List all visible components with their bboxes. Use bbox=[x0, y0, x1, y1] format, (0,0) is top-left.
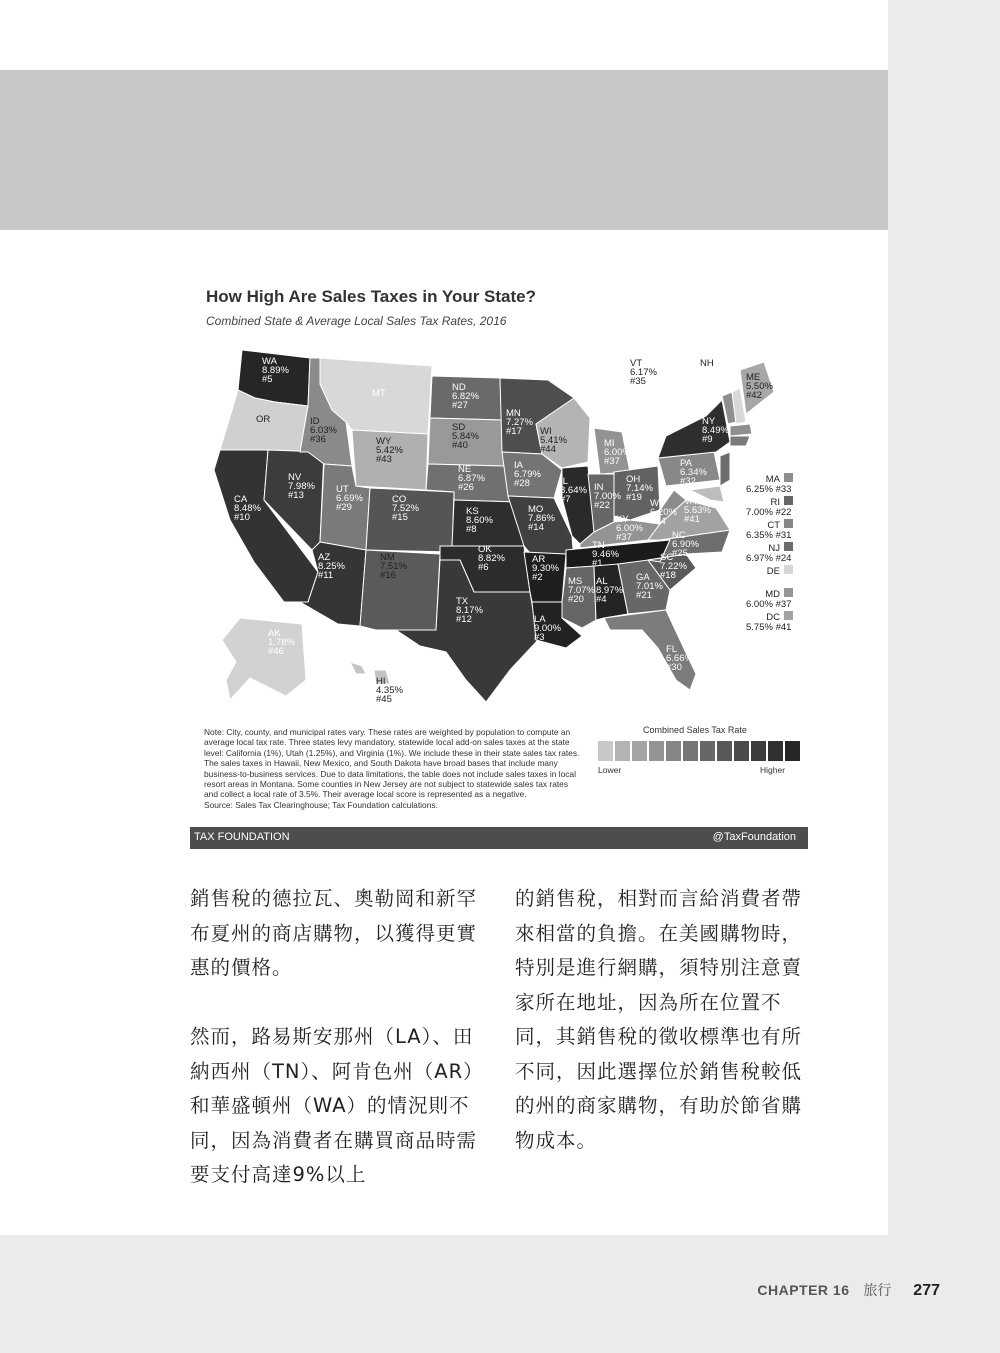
scale-high-label: Higher bbox=[760, 765, 786, 775]
scale-swatch bbox=[700, 741, 715, 761]
state-label-vt: VT 6.17% #35 bbox=[630, 358, 657, 387]
state-label-sc: SC 7.22% #18 bbox=[660, 552, 687, 581]
state-label-la: LA 9.00% #3 bbox=[534, 614, 561, 643]
state-label-wa: WA 8.89% #5 bbox=[262, 356, 289, 385]
state-label-nc: NC 6.90% #25 bbox=[672, 530, 699, 559]
state-label-id: ID 6.03% #36 bbox=[310, 416, 337, 445]
state-label-ok: OK 8.82% #6 bbox=[478, 544, 505, 573]
state-CO bbox=[366, 488, 454, 552]
state-label-ks: KS 8.60% #8 bbox=[466, 506, 493, 535]
legend-swatch-de bbox=[784, 565, 793, 574]
legend-value-ri: 7.00% #22 bbox=[746, 507, 792, 518]
state-MA bbox=[730, 424, 752, 436]
state-label-ga: GA 7.01% #21 bbox=[636, 572, 663, 601]
scale-swatch bbox=[632, 741, 647, 761]
state-label-az: AZ 8.25% #11 bbox=[318, 552, 345, 581]
state-label-hi: HI 4.35% #45 bbox=[376, 676, 403, 705]
state-label-me: ME 5.50% #42 bbox=[746, 372, 773, 401]
scale-swatch bbox=[751, 741, 766, 761]
scale-swatch bbox=[666, 741, 681, 761]
header-band bbox=[0, 70, 888, 230]
state-label-nh: NH bbox=[700, 358, 714, 369]
state-label-fl: FL 6.66% #30 bbox=[666, 644, 693, 673]
note-text: Note: City, county, and municipal rates vary. These rates are weighted by population to compute an average local tax rate. Three states levy mandatory, statewide local add-on sales taxes at the state level: California (1%), Utah (1.25%), and Virginia (1%). We include these in their state sales tax rates. The sales taxes in Hawaii, New Mexico, and South Dakota have broad bases that include many business-to-business services. Due to data limitations, the table does not include sales taxes in local resort areas in Montana. Some counties in New Jersey are not subject to statewide sales tax rates and collect a local rate of 3.5%. Their average local score is represented as a negative. bbox=[204, 727, 580, 800]
state-CT-RI bbox=[730, 436, 750, 446]
legend-value-dc: 5.75% #41 bbox=[746, 622, 792, 633]
state-label-in: IN 7.00% #22 bbox=[594, 482, 621, 511]
state-label-co: CO 7.52% #15 bbox=[392, 494, 419, 523]
state-label-il: IL 8.64% #7 bbox=[560, 476, 587, 505]
state-FL bbox=[604, 610, 696, 690]
page-number: 277 bbox=[913, 1282, 940, 1299]
color-scale bbox=[598, 741, 800, 761]
body-column-right bbox=[515, 882, 813, 1193]
legend-state-md: MD bbox=[765, 589, 780, 600]
state-label-mt: MT bbox=[372, 388, 386, 399]
legend-value-md: 6.00% #37 bbox=[746, 599, 792, 610]
legend-value-nj: 6.97% #24 bbox=[746, 553, 792, 564]
chapter-label: CHAPTER 16 bbox=[757, 1282, 850, 1298]
body-paragraph: 的銷售稅，相對而言給消費者帶來相當的負擔。在美國購物時，特別是進行網購，須特別注意賣家所在地址，因為所在位置不同，其銷售稅的徵收標準也有所不同，因此選擇位於銷售稅較低的州的商家購物，有助於節省購物成本。 bbox=[515, 887, 803, 1152]
state-label-wv: WV 6.20% #34 bbox=[650, 498, 677, 527]
state-label-ar: AR 9.30% #2 bbox=[532, 554, 559, 583]
state-label-ut: UT 6.69% #29 bbox=[336, 484, 363, 513]
state-label-nv: NV 7.98% #13 bbox=[288, 472, 315, 501]
footer-brand: TAX FOUNDATION bbox=[194, 831, 290, 843]
state-label-ne: NE 6.87% #26 bbox=[458, 464, 485, 493]
legend-value-ma: 6.25% #33 bbox=[746, 484, 792, 495]
legend-state-de: DE bbox=[766, 566, 780, 577]
state-AK bbox=[222, 618, 306, 700]
state-label-ia: IA 6.79% #28 bbox=[514, 460, 541, 489]
legend-state-dc: DC bbox=[766, 612, 780, 623]
state-label-oh: OH 7.14% #19 bbox=[626, 474, 653, 503]
legend-state-ri: RI bbox=[770, 497, 780, 508]
state-label-wi: WI 5.41% #44 bbox=[540, 426, 567, 455]
scale-title: Combined Sales Tax Rate bbox=[643, 725, 747, 735]
figure-footer bbox=[190, 827, 808, 849]
state-label-sd: SD 5.84% #40 bbox=[452, 422, 479, 451]
state-label-ky: KY 6.00% #37 bbox=[616, 514, 643, 543]
running-footer bbox=[757, 1280, 940, 1300]
legend-state-ct: CT bbox=[767, 520, 780, 531]
us-sales-tax-map bbox=[190, 340, 810, 718]
state-label-mn: MN 7.27% #17 bbox=[506, 408, 533, 437]
legend-swatch-ri bbox=[784, 496, 793, 505]
legend-swatch-ct bbox=[784, 519, 793, 528]
legend-value-ct: 6.35% #31 bbox=[746, 530, 792, 541]
state-label-tx: TX 8.17% #12 bbox=[456, 596, 483, 625]
source-text: Source: Sales Tax Clearinghouse; Tax Foundation calculations. bbox=[204, 799, 438, 810]
body-paragraph: 然而，路易斯安那州（LA）、田納西州（TN）、阿肯色州（AR）和華盛頓州（WA）的情況則不同，因為消費者在購買商品時需要支付高達9%以上 bbox=[190, 1025, 484, 1186]
legend-state-nj: NJ bbox=[768, 543, 780, 554]
state-label-va: VA 5.63% #41 bbox=[684, 496, 711, 525]
body-paragraph: 銷售稅的德拉瓦、奧勒岡和新罕布夏州的商店購物，以獲得更實惠的價格。 bbox=[190, 887, 478, 979]
state-label-mo: MO 7.86% #14 bbox=[528, 504, 555, 533]
state-label-al: AL 8.97% #4 bbox=[596, 576, 623, 605]
state-label-pa: PA 6.34% #32 bbox=[680, 458, 707, 487]
legend-swatch-nj bbox=[784, 542, 793, 551]
scale-swatch bbox=[768, 741, 783, 761]
state-HI bbox=[350, 662, 366, 674]
scale-swatch bbox=[734, 741, 749, 761]
scale-swatch bbox=[598, 741, 613, 761]
state-label-ms: MS 7.07% #20 bbox=[568, 576, 595, 605]
state-label-mi: MI 6.00% #37 bbox=[604, 438, 631, 467]
state-label-ak: AK 1.78% #46 bbox=[268, 628, 295, 657]
state-label-tn: TN 9.46% #1 bbox=[592, 540, 619, 569]
legend-swatch-dc bbox=[784, 611, 793, 620]
state-NJ bbox=[720, 452, 730, 486]
scale-swatch bbox=[785, 741, 800, 761]
scale-low-label: Lower bbox=[598, 765, 622, 775]
state-label-or: OR bbox=[256, 414, 271, 425]
legend-swatch-ma bbox=[784, 473, 793, 482]
scale-swatch bbox=[683, 741, 698, 761]
state-label-ca: CA 8.48% #10 bbox=[234, 494, 261, 523]
figure-title: How High Are Sales Taxes in Your State? bbox=[206, 287, 537, 306]
section-label: 旅行 bbox=[863, 1282, 892, 1298]
figure-subtitle: Combined State & Average Local Sales Tax Rates, 2016 bbox=[206, 314, 507, 328]
legend-swatch-md bbox=[784, 588, 793, 597]
legend-state-ma: MA bbox=[765, 474, 780, 485]
scale-swatch bbox=[717, 741, 732, 761]
state-label-ny: NY 8.49% #9 bbox=[702, 416, 729, 445]
scale-swatch bbox=[615, 741, 630, 761]
state-label-nd: ND 6.82% #27 bbox=[452, 382, 479, 411]
footer-handle: @TaxFoundation bbox=[712, 831, 796, 843]
state-label-wy: WY 5.42% #43 bbox=[376, 436, 403, 465]
figure-note bbox=[204, 727, 582, 810]
scale-swatch bbox=[649, 741, 664, 761]
state-label-nm: NM 7.51% #16 bbox=[380, 552, 407, 581]
body-column-left bbox=[190, 882, 488, 1227]
